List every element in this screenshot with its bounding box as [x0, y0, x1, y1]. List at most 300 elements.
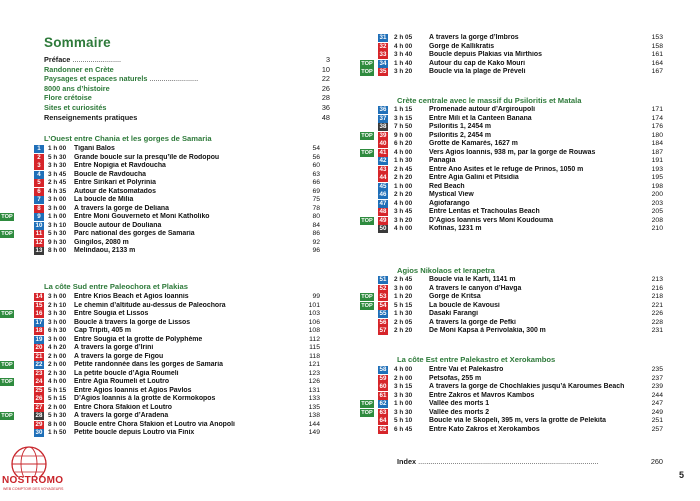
route-row[interactable]: [35, 301, 320, 311]
route-row[interactable]: [360, 366, 663, 375]
route-page: 153: [651, 34, 663, 41]
route-row[interactable]: [360, 68, 663, 77]
route-row[interactable]: [360, 174, 663, 183]
route-name: Grande boucle sur la presqu’île de Rodopou: [74, 153, 220, 161]
route-number-badge: 29: [35, 420, 43, 428]
route-number-badge: 20: [35, 344, 43, 351]
top-badge: TOP: [361, 132, 373, 139]
route-row[interactable]: [35, 221, 320, 231]
toc-entry[interactable]: [44, 84, 330, 94]
route-row[interactable]: [360, 43, 663, 52]
route-duration: 1 h 00: [48, 145, 67, 152]
route-name: Entre Sirikari et Polyrinia: [74, 179, 156, 186]
route-duration: 1 h 00: [394, 400, 413, 407]
route-row[interactable]: [1, 230, 320, 239]
route-duration: 4 h 00: [394, 42, 413, 50]
toc-entry-title: Paysages et espaces naturels .....: [44, 74, 198, 84]
top-badge: TOP: [1, 413, 13, 419]
route-row[interactable]: [35, 395, 320, 404]
route-page: 171: [651, 106, 663, 113]
route-duration: 2 h 45: [394, 276, 413, 283]
top-badge: TOP: [361, 217, 373, 224]
route-duration: 2 h 05: [394, 318, 413, 326]
toc-entry[interactable]: [44, 113, 330, 123]
route-page: 112: [309, 335, 320, 343]
route-name: Tigani Balos: [74, 145, 115, 152]
route-row[interactable]: [1, 361, 320, 370]
route-page: 193: [651, 165, 663, 173]
section-title-east: La côte Est entre Palekastro et Xerokambos: [397, 355, 556, 364]
route-page: 86: [312, 230, 320, 237]
route-page: 203: [651, 199, 663, 207]
route-name: La boucle de Kavousi: [429, 301, 500, 309]
route-row[interactable]: [35, 247, 320, 256]
route-duration: 4 h 00: [394, 199, 413, 207]
route-duration: 3 h 30: [48, 162, 67, 169]
route-name: Boucle via la plage de Préveli: [429, 68, 526, 75]
toc-entry[interactable]: [44, 93, 330, 103]
route-number-badge: 64: [379, 417, 387, 424]
route-page: 103: [308, 310, 320, 317]
route-name: Autour du cap de Kako Mouri: [429, 59, 526, 67]
route-row[interactable]: [360, 157, 663, 166]
route-number-badge: 35: [379, 68, 387, 75]
route-name: Entre Chora Sfakion et Loutro: [74, 403, 173, 411]
page-number: 5: [679, 470, 685, 480]
route-number-badge: 50: [379, 225, 387, 232]
route-page: 108: [308, 327, 320, 334]
toc-entry-page: 36: [321, 102, 330, 112]
route-row[interactable]: [360, 319, 663, 328]
route-duration: 2 h 45: [394, 165, 413, 173]
route-page: 131: [308, 386, 320, 394]
route-duration: 4 h 00: [394, 366, 413, 373]
route-number-badge: 23: [35, 369, 43, 377]
route-row[interactable]: [37, 145, 320, 154]
route-duration: 5 h 30: [48, 230, 67, 237]
route-duration: 2 h 00: [48, 403, 67, 411]
route-number-badge: 40: [379, 140, 387, 147]
route-name: À travers la gorge de Chochlakies jusqu’à Karoumes Beach: [429, 383, 625, 390]
route-number-badge: 52: [379, 284, 387, 292]
route-name: Entre Sougia et la grotte de Polyphème: [74, 335, 203, 343]
route-name: Le chemin d’altitude au-dessus de Paleochora: [74, 301, 226, 309]
route-duration: 7 h 50: [394, 123, 413, 130]
route-page: 78: [312, 204, 320, 212]
route-row[interactable]: [1, 412, 320, 421]
top-badge: TOP: [361, 294, 373, 300]
route-duration: 3 h 15: [394, 383, 413, 390]
route-name: Entre Agios Ioannis et Agios Pavlos: [74, 386, 192, 394]
route-number-badge: 15: [35, 301, 43, 309]
route-row[interactable]: [35, 429, 320, 438]
route-number-badge: 46: [379, 191, 387, 198]
route-duration: 2 h 45: [48, 179, 67, 186]
route-name: Dasaki Farangi: [429, 310, 479, 317]
route-name: Vers Agios Ioannis, 938 m, par la gorge de Rouwas: [429, 148, 596, 156]
route-row[interactable]: [37, 196, 320, 205]
route-name: De Moni Kapsa à Perivolakia, 300 m: [429, 327, 546, 334]
toc-entry-page: 3: [325, 55, 330, 64]
route-row[interactable]: [360, 132, 663, 141]
route-duration: 6 h 20: [394, 140, 413, 147]
route-number-badge: 56: [379, 318, 387, 326]
route-row[interactable]: [360, 34, 663, 43]
route-name: Boucle via le Karfi, 1141 m: [429, 276, 516, 283]
route-page: 205: [651, 208, 663, 215]
route-page: 228: [651, 318, 663, 326]
routes-south: [1, 293, 320, 438]
route-page: 218: [651, 293, 663, 300]
route-duration: 2 h 20: [394, 191, 413, 198]
route-name: À travers la gorge d’Irini: [74, 344, 154, 351]
route-duration: 4 h 00: [48, 378, 67, 385]
route-number-badge: 24: [35, 378, 43, 385]
route-duration: 8 h 00: [48, 420, 67, 428]
route-number-badge: 22: [35, 361, 43, 368]
route-duration: 3 h 00: [48, 335, 67, 343]
route-row[interactable]: [37, 187, 320, 197]
route-row[interactable]: [360, 276, 663, 285]
route-duration: 5 h 30: [48, 153, 67, 161]
route-row[interactable]: [360, 293, 663, 302]
route-number-badge: 1: [34, 145, 44, 153]
route-number-badge: 14: [35, 293, 43, 300]
routes-intro: [360, 34, 663, 77]
route-row[interactable]: [37, 153, 320, 163]
route-duration: 1 h 15: [394, 106, 413, 113]
route-row[interactable]: [360, 417, 663, 426]
route-number-badge: 58: [379, 366, 387, 373]
route-number-badge: 63: [379, 408, 387, 416]
route-page: 92: [312, 238, 320, 246]
route-row[interactable]: [35, 318, 320, 328]
route-name: À travers la gorge de Figou: [74, 352, 164, 360]
route-number-badge: 7: [34, 196, 44, 204]
section-title-agios: Agios Nikolaos et Ierapetra: [397, 266, 495, 275]
route-number-badge: 9: [34, 213, 44, 221]
route-name: Mystical View: [429, 191, 474, 198]
route-page: 244: [651, 391, 663, 399]
routes-agios: [360, 276, 663, 336]
route-name: Melindaou, 2133 m: [74, 247, 136, 254]
route-page: 149: [308, 429, 320, 436]
route-page: 237: [651, 374, 663, 382]
route-row[interactable]: [35, 335, 320, 345]
route-duration: 2 h 05: [394, 34, 413, 41]
route-number-badge: 17: [35, 318, 43, 326]
toc-entry[interactable]: [44, 74, 330, 84]
route-name: Boucle depuis Plakias via Mirthios: [429, 51, 542, 58]
route-duration: 2 h 30: [48, 369, 67, 377]
route-duration: 2 h 20: [394, 174, 413, 181]
route-name: Cap Tripiti, 405 m: [74, 327, 132, 334]
route-number-badge: 30: [35, 429, 43, 436]
route-number-badge: 3: [34, 162, 44, 170]
top-badge: TOP: [361, 60, 373, 67]
route-number-badge: 41: [379, 148, 387, 156]
route-page: 54: [312, 145, 320, 152]
route-row[interactable]: [35, 344, 320, 353]
route-name: Boucle à travers la gorge de Lissos: [74, 318, 191, 326]
route-number-badge: 2: [34, 154, 44, 162]
route-number-badge: 32: [379, 42, 387, 50]
route-duration: 3 h 45: [48, 170, 67, 178]
route-duration: 8 h 00: [48, 247, 67, 254]
toc-entry-title: Renseignements pratiques: [44, 112, 138, 122]
route-name: Petite boucle depuis Loutro via Finix: [74, 429, 195, 436]
route-duration: 5 h 15: [48, 386, 67, 394]
route-row[interactable]: [1, 213, 320, 222]
route-page: 106: [308, 318, 320, 326]
route-number-badge: 57: [379, 327, 387, 334]
toc-entry[interactable]: [44, 55, 330, 65]
route-row[interactable]: [35, 369, 320, 379]
nostromo-logo: [0, 442, 64, 496]
route-page: 251: [651, 417, 663, 424]
route-page: 56: [312, 153, 320, 161]
route-page: 138: [308, 412, 320, 419]
route-row[interactable]: [35, 352, 320, 362]
route-name: D’Agios Ioannis à la grotte de Kormokopos: [74, 395, 216, 402]
route-page: 121: [308, 361, 320, 368]
route-row[interactable]: [360, 302, 663, 311]
route-number-badge: 33: [379, 51, 387, 58]
route-row[interactable]: [360, 217, 663, 226]
route-page: 213: [651, 276, 663, 283]
routes-east: [360, 366, 663, 434]
route-number-badge: 4: [34, 171, 44, 179]
top-badge: TOP: [1, 362, 13, 368]
route-name: Entre Ano Asites et le refuge de Prinos, 1050 m: [429, 165, 584, 173]
route-page: 161: [651, 51, 663, 58]
route-duration: 3 h 15: [394, 114, 413, 122]
route-duration: 1 h 00: [48, 213, 67, 220]
route-row[interactable]: [35, 238, 320, 248]
route-row[interactable]: [360, 115, 663, 124]
top-badge: TOP: [1, 311, 13, 317]
route-row[interactable]: [360, 123, 663, 132]
route-page: 96: [312, 247, 320, 254]
route-row[interactable]: [37, 179, 320, 188]
route-name: Psiloritis 1, 2454 m: [429, 123, 492, 130]
route-duration: 4 h 00: [394, 225, 413, 232]
route-page: 118: [309, 352, 320, 360]
toc-entry-page: 22: [321, 74, 330, 84]
route-page: 126: [308, 378, 320, 385]
route-duration: 3 h 45: [394, 208, 413, 215]
route-number-badge: 51: [379, 276, 387, 283]
toc-entry-title: 8000 ans d’histoire: [44, 83, 110, 93]
route-duration: 3 h 00: [48, 204, 67, 212]
route-number-badge: 43: [379, 165, 387, 173]
route-duration: 1 h 30: [394, 157, 413, 164]
route-row[interactable]: [35, 420, 320, 430]
route-duration: 6 h 30: [48, 327, 67, 334]
route-name: Vallée des morts 2: [429, 408, 490, 416]
route-duration: 5 h 10: [394, 417, 413, 424]
route-name: Entre Zakros et Mavros Kambos: [429, 391, 535, 399]
route-number-badge: 13: [35, 247, 43, 254]
route-row[interactable]: [360, 191, 663, 200]
route-page: 198: [651, 182, 663, 190]
route-number-badge: 59: [379, 374, 387, 382]
route-page: 63: [312, 170, 320, 178]
route-duration: 4 h 00: [394, 148, 413, 156]
route-number-badge: 61: [379, 391, 387, 399]
route-page: 216: [651, 284, 663, 292]
route-row[interactable]: [360, 409, 663, 418]
route-row[interactable]: [360, 400, 663, 409]
route-row[interactable]: [35, 293, 320, 302]
route-duration: 3 h 30: [48, 310, 67, 317]
toc-entry[interactable]: [44, 103, 330, 113]
route-number-badge: 39: [379, 131, 387, 139]
route-name: Entre Nopigia et Ravdoucha: [74, 162, 166, 169]
route-page: 187: [651, 148, 663, 156]
route-duration: 3 h 30: [394, 408, 413, 416]
route-duration: 9 h 30: [48, 238, 67, 246]
route-name: Autour de Katsomatados: [74, 187, 156, 195]
route-number-badge: 54: [379, 301, 387, 309]
route-name: Gorge de Kritsa: [429, 293, 481, 300]
route-row[interactable]: [37, 204, 320, 214]
route-row[interactable]: [360, 285, 663, 294]
route-name: Entre Sougia et Lissos: [74, 310, 149, 317]
route-number-badge: 5: [34, 179, 44, 187]
route-duration: 4 h 35: [48, 187, 67, 195]
route-number-badge: 10: [35, 221, 43, 229]
route-page: 226: [651, 310, 663, 317]
route-row[interactable]: [35, 327, 320, 336]
route-name: Entre Vai et Palekastro: [429, 366, 504, 373]
route-row[interactable]: [360, 383, 663, 392]
route-number-badge: 45: [379, 182, 387, 190]
route-row[interactable]: [360, 208, 663, 217]
route-row[interactable]: [360, 310, 663, 319]
top-badge: TOP: [361, 409, 373, 416]
route-page: 144: [308, 420, 320, 428]
route-duration: 2 h 00: [48, 361, 67, 368]
route-page: 75: [312, 196, 320, 203]
index-page: 260: [650, 457, 663, 466]
route-number-badge: 12: [35, 238, 43, 246]
route-duration: 2 h 00: [48, 352, 67, 360]
route-row[interactable]: [360, 392, 663, 401]
route-row[interactable]: [360, 426, 663, 435]
top-badge: TOP: [361, 69, 373, 75]
route-name: Panagia: [429, 157, 456, 164]
route-page: 133: [308, 395, 320, 402]
route-page: 231: [651, 327, 663, 334]
top-badge: TOP: [1, 379, 13, 385]
toc-entry[interactable]: [44, 65, 330, 75]
route-page: 84: [312, 221, 320, 229]
route-row[interactable]: [360, 149, 663, 158]
route-row[interactable]: [360, 375, 663, 384]
route-page: 167: [651, 68, 663, 75]
route-number-badge: 25: [35, 386, 43, 394]
route-name: À travers la gorge de Deliana: [74, 204, 169, 212]
route-name: À travers la gorge de Pefki: [429, 318, 516, 326]
route-name: Petite randonnée dans les gorges de Samaria: [74, 361, 223, 368]
route-page: 180: [651, 131, 663, 139]
route-name: Entre Agia Galini et Pitsidia: [429, 174, 519, 181]
route-row[interactable]: [37, 162, 320, 171]
route-row[interactable]: [35, 386, 320, 396]
route-duration: 3 h 00: [48, 293, 67, 300]
logo-subtitle: WEB COMPTOIR DES VOYAGEURS: [3, 487, 64, 491]
route-page: 158: [651, 42, 663, 50]
route-page: 123: [308, 369, 320, 377]
route-page: 221: [651, 301, 663, 309]
route-name: Red Beach: [429, 182, 465, 190]
route-page: 191: [651, 157, 663, 164]
route-page: 101: [308, 301, 320, 309]
route-number-badge: 16: [35, 310, 43, 317]
route-number-badge: 53: [379, 293, 387, 300]
route-name: Agiofarango: [429, 199, 470, 207]
route-page: 80: [312, 213, 320, 220]
route-row[interactable]: [360, 140, 663, 149]
route-page: 164: [651, 59, 663, 67]
route-number-badge: 34: [379, 59, 387, 67]
route-row[interactable]: [360, 60, 663, 69]
index-entry[interactable]: Index ......................................................................................... 260: [397, 457, 663, 466]
route-page: 69: [312, 187, 320, 195]
toc-entry-title: Sites et curiosités: [44, 102, 107, 112]
route-row[interactable]: [37, 170, 320, 180]
toc-entry-page: 10: [321, 64, 330, 74]
route-name: Petsofas, 255 m: [429, 374, 482, 382]
route-row[interactable]: [35, 403, 320, 413]
route-row[interactable]: [360, 327, 663, 336]
toc-entry-title: Préface .....: [44, 55, 121, 65]
section-title-west: L’Ouest entre Chania et les gorges de Samaria: [44, 134, 212, 143]
route-duration: 1 h 30: [394, 310, 413, 317]
route-row[interactable]: [360, 200, 663, 209]
route-row[interactable]: [1, 310, 320, 319]
route-page: 135: [308, 403, 320, 411]
route-row[interactable]: [360, 106, 663, 115]
route-number-badge: 49: [379, 216, 387, 224]
route-duration: 5 h 15: [394, 301, 413, 309]
toc-list: [44, 55, 330, 122]
route-row[interactable]: [360, 183, 663, 192]
route-page: 176: [651, 123, 663, 130]
top-badge: TOP: [361, 149, 373, 156]
route-duration: 2 h 10: [48, 301, 67, 309]
route-name: La boucle de Milia: [74, 196, 134, 203]
route-duration: 2 h 00: [394, 374, 413, 382]
route-duration: 3 h 20: [394, 216, 413, 224]
route-name: Parc national des gorges de Samaria: [74, 230, 195, 237]
route-number-badge: 42: [379, 157, 387, 164]
route-row[interactable]: [1, 378, 320, 387]
route-number-badge: 31: [379, 34, 387, 41]
top-badge: TOP: [361, 302, 373, 309]
route-row[interactable]: [360, 166, 663, 175]
route-name: À travers la gorge d’Imbros: [429, 34, 519, 41]
top-badge: TOP: [1, 231, 13, 237]
route-row[interactable]: [360, 51, 663, 60]
toc-entry-page: 28: [321, 93, 330, 103]
route-row[interactable]: [360, 225, 663, 234]
route-number-badge: 21: [35, 352, 43, 360]
route-duration: 3 h 30: [394, 391, 413, 399]
routes-west: [1, 145, 320, 256]
route-number-badge: 8: [34, 205, 44, 213]
